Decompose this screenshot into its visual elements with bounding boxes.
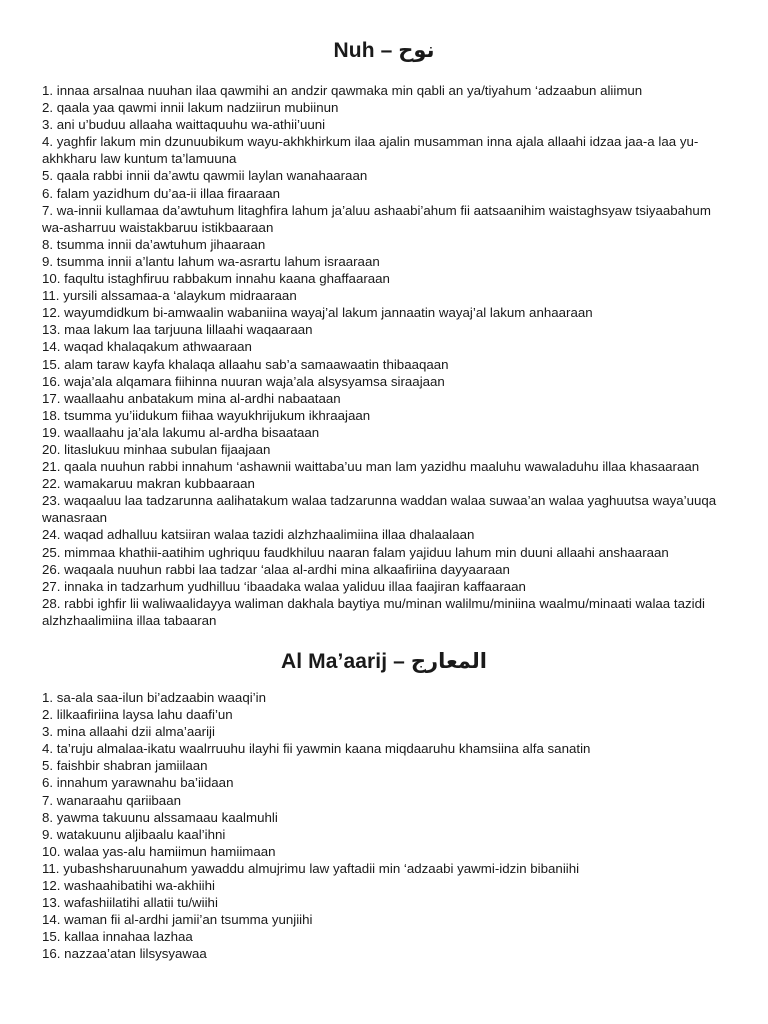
verse-line: 12. wayumdidkum bi-amwaalin wabaniina wayaj’al lakum jannaatin wayaj’al lakum anhaaraan bbox=[42, 305, 593, 321]
verse-line: 23. waqaaluu laa tadzarunna aalihatakum walaa tadzarunna waddan walaa suwaa’an walaa yaghuutsa waya’uuqa wanasraan bbox=[42, 493, 717, 526]
verse-list-al-maaarij bbox=[42, 689, 726, 963]
title-latin: Al Ma’aarij bbox=[281, 650, 388, 673]
verse-line: 3. mina allaahi dzii alma’aariji bbox=[42, 724, 215, 740]
verse-line: 22. wamakaruu makran kubbaaraan bbox=[42, 476, 255, 492]
verse-line: 4. ta’ruju almalaa-ikatu waalrruuhu ilayhi fii yawmin kaana miqdaaruhu khamsiina alfa sanatin bbox=[42, 741, 591, 757]
verse-line: 15. kallaa innahaa lazhaa bbox=[42, 929, 193, 945]
verse-line: 8. yawma takuunu alssamaau kaalmuhli bbox=[42, 809, 278, 825]
verse-line: 17. waallaahu anbatakum mina al-ardhi nabaataan bbox=[42, 390, 341, 406]
verse-line: 28. rabbi ighfir lii waliwaalidayya waliman dakhala baytiya mu/minan walilmu/miniina waalmu/minaati walaa tazidi alzhzhaalimiina illaa tabaaran bbox=[42, 595, 705, 628]
verse-line: 13. maa lakum laa tarjuuna lillaahi waqaaraan bbox=[42, 322, 313, 338]
verse-line: 7. wanaraahu qariibaan bbox=[42, 792, 181, 808]
verse-line: 11. yubashsharuunahum yawaddu almujrimu law yaftadii min ‘adzaabi yawmi-idzin bibaniihi bbox=[42, 860, 580, 876]
verse-line: 20. litaslukuu minhaa subulan fijaajaan bbox=[42, 441, 271, 457]
title-separator: – bbox=[393, 650, 405, 673]
title-arabic: نوح bbox=[398, 38, 435, 62]
verse-line: 26. waqaala nuuhun rabbi laa tadzar ‘alaa al-ardhi mina alkaafiriina dayyaaraan bbox=[42, 561, 510, 577]
verse-line: 27. innaka in tadzarhum yudhilluu ‘ibaadaka walaa yaliduu illaa faajiran kaffaaraan bbox=[42, 578, 526, 594]
verse-line: 1. innaa arsalnaa nuuhan ilaa qawmihi an andzir qawmaka min qabli an ya/tiyahum ‘adzaabun aliimun bbox=[42, 83, 643, 98]
verse-line: 13. wafashiilatihi allatii tu/wiihi bbox=[42, 895, 218, 911]
verse-line: 2. lilkaafiriina laysa lahu daafi’un bbox=[42, 707, 233, 723]
verse-line: 6. innahum yarawnahu ba’iidaan bbox=[42, 775, 234, 791]
verse-line: 5. qaala rabbi innii da’awtu qawmii laylan wanahaaraan bbox=[42, 168, 368, 184]
verse-line: 9. watakuunu aljibaalu kaal’ihni bbox=[42, 826, 226, 842]
verse-line: 11. yursili alssamaa-a ‘alaykum midraaraan bbox=[42, 288, 297, 304]
verse-line: 19. waallaahu ja’ala lakumu al-ardha bisaataan bbox=[42, 424, 320, 440]
title-latin: Nuh bbox=[333, 39, 375, 62]
verse-line: 3. ani u’buduu allaaha waittaquuhu wa-athii’uuni bbox=[42, 117, 326, 133]
verse-line: 1. sa-ala saa-ilun bi’adzaabin waaqi’in bbox=[42, 690, 266, 705]
title-arabic: المعارج bbox=[410, 649, 487, 673]
verse-line: 21. qaala nuuhun rabbi innahum ‘ashawnii waittaba’uu man lam yazidhu maaluhu wawaladuhu illaa khasaaraan bbox=[42, 459, 700, 475]
verse-list-nuh bbox=[42, 82, 726, 629]
title-separator: – bbox=[380, 39, 393, 62]
verse-line: 5. faishbir shabran jamiilaan bbox=[42, 758, 208, 774]
verse-line: 15. alam taraw kayfa khalaqa allaahu sab’a samaawaatin thibaaqaan bbox=[42, 356, 449, 372]
verse-line: 24. waqad adhalluu katsiiran walaa tazidi alzhzhaalimiina illaa dhalaalaan bbox=[42, 527, 475, 543]
verse-line: 25. mimmaa khathii-aatihim ughriquu faudkhiluu naaran falam yajiduu lahum min duuni allaahi anshaaraan bbox=[42, 544, 669, 560]
verse-line: 9. tsumma innii a’lantu lahum wa-asrartu lahum israaraan bbox=[42, 253, 380, 269]
verse-line: 14. waqad khalaqakum athwaaraan bbox=[42, 339, 252, 355]
verse-line: 7. wa-innii kullamaa da’awtuhum litaghfira lahum ja’aluu ashaabi’ahum fii aatsaanihim waistaghsyaw tsiyaabahum wa-asharruu waistakbaruu istikbaaraan bbox=[42, 202, 711, 235]
verse-line: 10. walaa yas-alu hamiimun hamiimaan bbox=[42, 843, 276, 859]
verse-line: 10. faqultu istaghfiruu rabbakum innahu kaana ghaffaaraan bbox=[42, 271, 390, 287]
verse-line: 16. nazzaa’atan lilsysyawaa bbox=[42, 946, 207, 962]
verse-line: 8. tsumma innii da’awtuhum jihaaraan bbox=[42, 236, 266, 252]
verse-line: 4. yaghfir lakum min dzunuubikum wayu-akhkhirkum ilaa ajalin musamman inna ajala allaahi idzaa jaa-a laa yu-akhkharu law kuntum ta’lamuuna bbox=[42, 134, 699, 167]
verse-line: 14. waman fii al-ardhi jamii’an tsumma yunjiihi bbox=[42, 912, 313, 928]
verse-line: 12. washaahibatihi wa-akhiihi bbox=[42, 878, 215, 894]
section-title-al-maaarij bbox=[42, 629, 726, 679]
section-title-nuh bbox=[42, 0, 726, 68]
verse-line: 18. tsumma yu’iidukum fiihaa wayukhrijukum ikhraajaan bbox=[42, 407, 371, 423]
verse-line: 2. qaala yaa qawmi innii lakum nadziirun mubiinun bbox=[42, 100, 339, 116]
verse-line: 16. waja’ala alqamara fiihinna nuuran waja’ala alsysyamsa siraajaan bbox=[42, 373, 445, 389]
verse-line: 6. falam yazidhum du’aa-ii illaa firaaraan bbox=[42, 185, 280, 201]
